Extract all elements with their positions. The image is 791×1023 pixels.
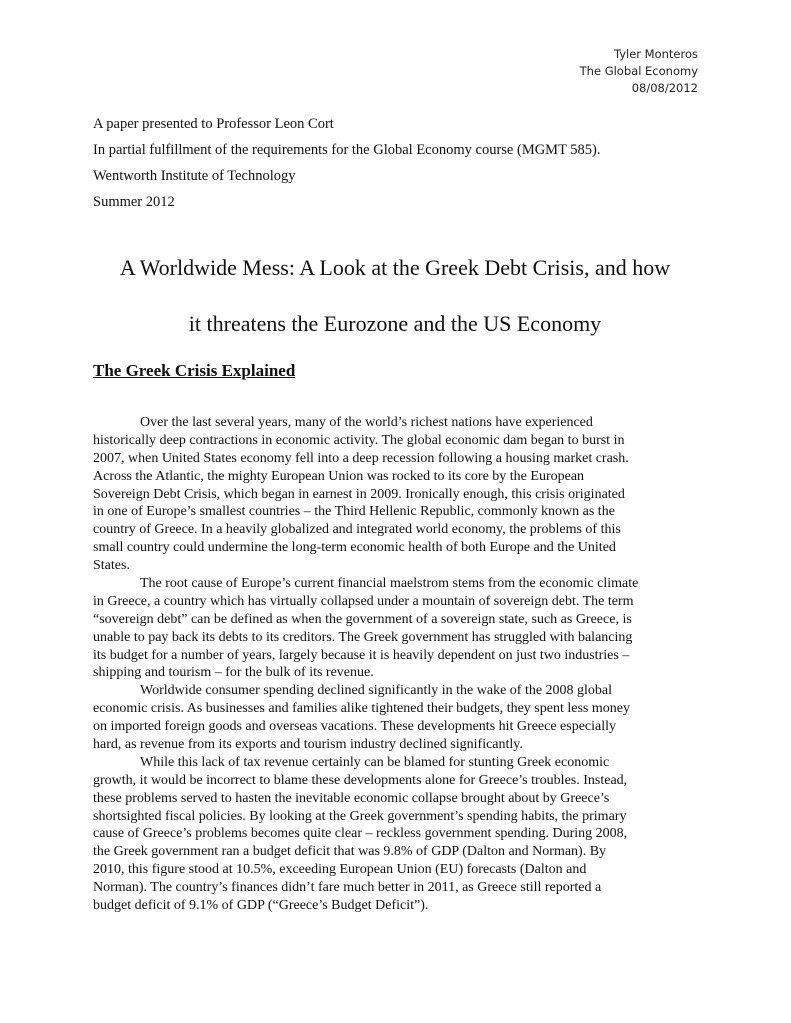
paragraph-line: small country could undermine the long-term economic health of both Europe and the United: [93, 540, 616, 556]
body-text: [93, 414, 698, 915]
paragraph-line: Across the Atlantic, the mighty European Union was rocked to its core by the European: [93, 468, 585, 484]
paragraph-line: growth, it would be incorrect to blame these developments alone for Greece’s troubles. Instead,: [93, 772, 628, 788]
section-heading: The Greek Crisis Explained: [93, 361, 296, 380]
paragraph-line: in one of Europe’s smallest countries – the Third Hellenic Republic, commonly known as the: [93, 504, 615, 520]
paragraph-line: States.: [93, 558, 130, 574]
paragraph-first-line: The root cause of Europe’s current financial maelstrom stems from the economic climate: [140, 576, 639, 592]
paragraph-line: shortsighted fiscal policies. By looking at the Greek government’s spending habits, the primary: [93, 808, 627, 824]
paragraph-line: shipping and tourism – for the bulk of its revenue.: [93, 665, 374, 681]
paragraph-line: Norman). The country’s finances didn’t fare much better in 2011, as Greece still reported a: [93, 880, 602, 896]
paragraph-line: Sovereign Debt Crisis, which began in earnest in 2009. Ironically enough, this crisis originated: [93, 486, 625, 502]
paragraph-line: unable to pay back its debts to its creditors. The Greek government has struggled with balancing: [93, 629, 633, 645]
paragraph-line: in Greece, a country which has virtually collapsed under a mountain of sovereign debt. The term: [93, 593, 634, 609]
paragraph-line: on imported foreign goods and overseas vacations. These developments hit Greece especially: [93, 719, 617, 735]
paragraph-line: budget deficit of 9.1% of GDP (“Greece’s Budget Deficit”).: [93, 898, 429, 914]
paragraph-line: country of Greece. In a heavily globalized and integrated world economy, the problems of this: [93, 522, 621, 538]
paragraph-line: 2007, when United States economy fell into a deep recession following a housing market crash.: [93, 450, 629, 466]
paragraph-line: its budget for a number of years, largely because it is heavily dependent on just two industries –: [93, 647, 630, 663]
title-line-2: it threatens the Eurozone and the US Economy: [188, 311, 602, 336]
paragraph-first-line: Over the last several years, many of the world’s richest nations have experienced: [140, 415, 593, 430]
paragraph-line: “sovereign debt” can be defined as when the government of a sovereign state, such as Greece, is: [93, 611, 632, 627]
paragraph-line: 2010, this figure stood at 10.5%, exceeding European Union (EU) forecasts (Dalton and: [93, 862, 587, 878]
paragraph-line: historically deep contractions in economic activity. The global economic dam began to burst in: [93, 432, 625, 448]
paper-date: 08/08/2012: [631, 81, 698, 95]
paragraph-line: hard, as revenue from its exports and tourism industry declined significantly.: [93, 737, 523, 753]
institution-line: Wentworth Institute of Technology: [93, 168, 296, 184]
author-name: Tyler Monteros: [613, 47, 698, 61]
paragraph-line: the Greek government ran a budget deficit that was 9.8% of GDP (Dalton and Norman). By: [93, 844, 607, 860]
paragraph-first-line: While this lack of tax revenue certainly can be blamed for stunting Greek economic: [140, 754, 610, 770]
fulfillment-line: In partial fulfillment of the requirements for the Global Economy course (MGMT 585).: [93, 142, 601, 158]
presented-to-line: A paper presented to Professor Leon Cort: [93, 116, 334, 132]
paragraph-line: these problems served to hasten the inevitable economic collapse brought about by Greece’s: [93, 790, 610, 806]
paragraph-line: economic crisis. As businesses and families alike tightened their budgets, they spent less money: [93, 701, 630, 717]
course-name: The Global Economy: [579, 64, 698, 78]
paragraph-first-line: Worldwide consumer spending declined significantly in the wake of the 2008 global: [140, 683, 613, 699]
term-line: Summer 2012: [93, 194, 175, 210]
title-line-1: A Worldwide Mess: A Look at the Greek Debt Crisis, and how: [119, 255, 671, 280]
paragraph-line: cause of Greece’s problems becomes quite clear – reckless government spending. During 2008,: [93, 826, 628, 842]
paper-title: [80, 240, 710, 352]
submission-info: [93, 116, 713, 220]
running-header: [580, 46, 698, 97]
